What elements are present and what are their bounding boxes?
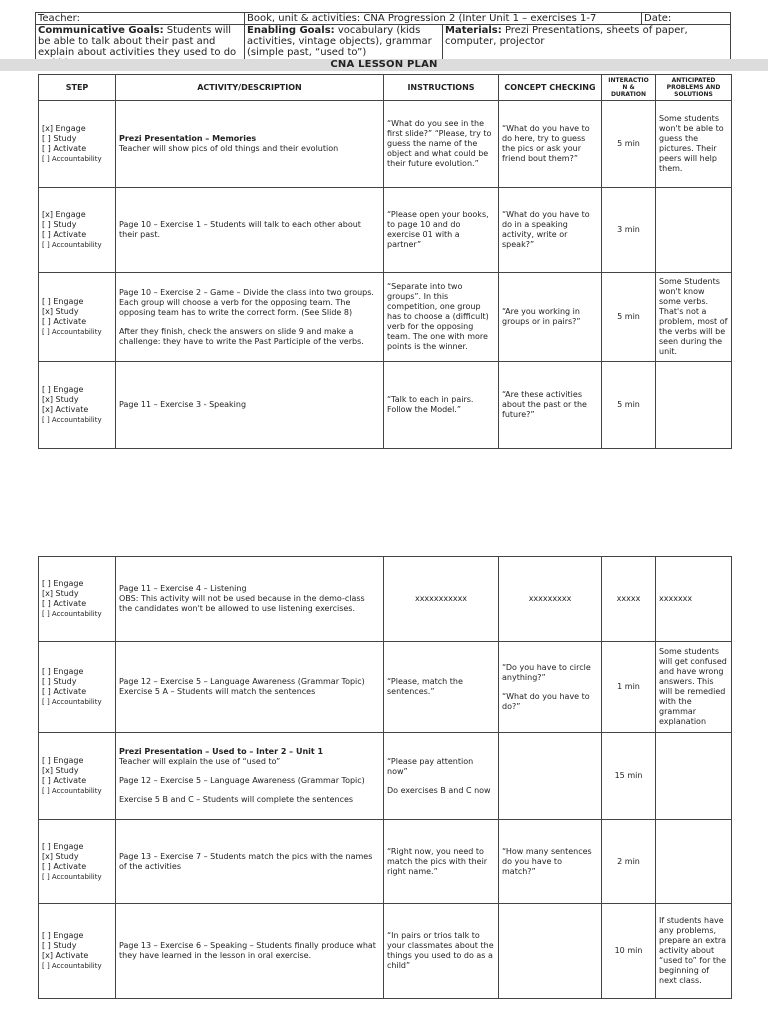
duration-cell: 2 min	[602, 820, 656, 904]
step-option: [ ] Activate	[42, 230, 87, 239]
step-option: [x] Study	[42, 851, 79, 861]
activity-cell	[116, 101, 384, 188]
concept-text: xxxxxxxxx	[528, 594, 572, 603]
concept-cell	[499, 273, 602, 362]
instructions-text: “Please open your books, to page 10 and do exercise 01 with a partner”	[387, 210, 489, 249]
concept-cell	[499, 904, 602, 999]
instructions-text: Do exercises B and C now	[387, 785, 491, 795]
plan-title: CNA LESSON PLAN	[330, 59, 438, 70]
activity-text: Page 12 – Exercise 5 – Language Awareness (Grammar Topic)	[119, 776, 365, 785]
step-option: [x] Activate	[42, 405, 89, 414]
step-option: [ ] Activate	[42, 317, 87, 326]
instructions-text: “Talk to each in pairs. Follow the Model.”	[387, 395, 474, 414]
instructions-text: “What do you see in the first slide?” “Please, try to guess the name of the object and what could be their future evolution.”	[387, 119, 492, 168]
activity-text: Exercise 5 B and C – Students will complete the sentences	[119, 795, 354, 804]
book-label: Book, unit & activities:	[247, 13, 361, 24]
step-accountability: [ ] Accountability	[42, 698, 102, 706]
activity-text: Page 13 – Exercise 6 – Speaking – Students finally produce what they have learned in the lesson in oral exercise.	[119, 941, 376, 960]
step-accountability: [ ] Accountability	[42, 787, 102, 795]
activity-text: Page 11 – Exercise 3 - Speaking	[119, 400, 247, 409]
plan-row	[39, 101, 732, 188]
step-option: [x] Study	[42, 395, 79, 404]
materials-label: Materials:	[445, 25, 502, 36]
step-option: [x] Study	[42, 589, 79, 598]
step-option: [x] Engage	[42, 210, 86, 219]
problems-cell: xxxxxxx	[656, 557, 732, 642]
col-problems: ANTICIPATED PROBLEMS AND SOLUTIONS	[656, 75, 732, 101]
activity-text: Page 12 – Exercise 5 – Language Awareness (Grammar Topic)	[119, 677, 365, 686]
step-cell	[39, 362, 116, 449]
plan-row	[39, 557, 732, 642]
instructions-cell	[384, 642, 499, 733]
instructions-cell	[384, 101, 499, 188]
instructions-text: xxxxxxxxxxx	[414, 594, 468, 603]
activity-text: Page 11 – Exercise 4 – Listening	[119, 584, 247, 593]
enabling-goals-label: Enabling Goals:	[247, 25, 335, 36]
plan-row	[39, 188, 732, 273]
date-label: Date:	[644, 13, 672, 24]
activity-cell	[116, 642, 384, 733]
plan-row	[39, 733, 732, 820]
col-interaction: INTERACTIO N & DURATION	[602, 75, 656, 101]
activity-title: Prezi Presentation – Used to – Inter 2 – Unit 1	[119, 747, 324, 756]
problems-cell: Some students will get confused and have wrong answers. This will be remedied with the grammar explanation	[656, 642, 732, 733]
book-cell	[245, 13, 642, 25]
step-option: [x] Study	[42, 766, 79, 775]
concept-cell	[499, 362, 602, 449]
activity-text: Exercise 5 A – Students will match the sentences	[119, 687, 316, 696]
step-accountability: [ ] Accountability	[42, 416, 102, 424]
step-option: [ ] Engage	[42, 756, 84, 765]
step-cell	[39, 188, 116, 273]
activity-cell	[116, 188, 384, 273]
activity-text: After they finish, check the answers on slide 9 and make a challenge: they have to write the Past Participle of the verbs.	[119, 326, 364, 346]
instructions-text: “Separate into two groups”. In this competition, one group has to choose a (difficult) verb for the opposing team. The one with more points is the winner.	[387, 282, 489, 351]
step-option: [ ] Activate	[42, 776, 87, 785]
concept-cell	[499, 820, 602, 904]
activity-cell	[116, 820, 384, 904]
step-cell	[39, 101, 116, 188]
step-option: [ ] Engage	[42, 667, 84, 676]
activity-text: Page 13 – Exercise 7 – Students match the pics with the names of the activities	[119, 851, 373, 871]
concept-text: “How many sentences do you have to match?”	[502, 846, 592, 876]
step-option: [ ] Engage	[42, 841, 84, 851]
instructions-text: “In pairs or trios talk to your classmates about the things you used to do as a child”	[387, 931, 494, 970]
step-accountability: [ ] Accountability	[42, 241, 102, 249]
duration-cell: xxxxx	[602, 557, 656, 642]
concept-cell	[499, 642, 602, 733]
activity-cell	[116, 557, 384, 642]
plan-row	[39, 273, 732, 362]
step-option: [ ] Activate	[42, 687, 87, 696]
duration-cell: 10 min	[602, 904, 656, 999]
concept-text: “What do you have to do in a speaking activity, write or speak?”	[502, 210, 590, 249]
duration-cell: 5 min	[602, 273, 656, 362]
step-option: [ ] Activate	[42, 861, 87, 871]
col-activity: ACTIVITY/DESCRIPTION	[116, 75, 384, 101]
concept-cell	[499, 557, 602, 642]
activity-cell	[116, 362, 384, 449]
activity-text: Teacher will explain the use of “used to”	[119, 757, 281, 766]
instructions-cell	[384, 188, 499, 273]
step-accountability: [ ] Accountability	[42, 328, 102, 336]
step-option: [ ] Engage	[42, 385, 84, 394]
plan-row	[39, 904, 732, 999]
plan-row	[39, 820, 732, 904]
concept-text: “Are you working in groups or in pairs?”	[502, 307, 581, 326]
concept-cell	[499, 188, 602, 273]
activity-text: Page 10 – Exercise 2 – Game – Divide the class into two groups. Each group will choose a verb for the opposing team. The opposing team has to write the correct form. (See Slide 8)	[119, 287, 374, 317]
instructions-cell	[384, 904, 499, 999]
concept-cell	[499, 101, 602, 188]
activity-cell	[116, 904, 384, 999]
communicative-goals-value: Students will be able to talk about their past and explain about activities they used to do	[38, 25, 237, 58]
step-accountability: [ ] Accountability	[42, 872, 102, 881]
instructions-cell	[384, 273, 499, 362]
step-option: [ ] Engage	[42, 931, 84, 940]
step-cell	[39, 557, 116, 642]
step-cell	[39, 733, 116, 820]
step-cell	[39, 642, 116, 733]
step-cell	[39, 820, 116, 904]
instructions-cell	[384, 557, 499, 642]
instructions-cell	[384, 733, 499, 820]
instructions-text: “Please, match the sentences.”	[387, 677, 463, 696]
step-option: [ ] Activate	[42, 144, 87, 153]
communicative-goals-label: Communicative Goals:	[38, 25, 164, 36]
instructions-cell	[384, 362, 499, 449]
activity-text: Page 10 – Exercise 1 – Students will talk to each other about their past.	[119, 220, 361, 239]
activity-cell	[116, 733, 384, 820]
step-cell	[39, 904, 116, 999]
col-concept: CONCEPT CHECKING	[499, 75, 602, 101]
step-option: [ ] Study	[42, 220, 77, 229]
plan-row	[39, 362, 732, 449]
concept-text: “Are these activities about the past or the future?”	[502, 390, 587, 419]
activity-title: Prezi Presentation – Memories	[119, 134, 257, 143]
problems-cell	[656, 733, 732, 820]
step-option: [ ] Study	[42, 134, 77, 143]
activity-cell	[116, 273, 384, 362]
col-instructions: INSTRUCTIONS	[384, 75, 499, 101]
problems-cell	[656, 188, 732, 273]
duration-cell: 1 min	[602, 642, 656, 733]
step-option: [ ] Activate	[42, 599, 87, 608]
date-cell	[642, 13, 731, 25]
col-step: STEP	[39, 75, 116, 101]
lesson-plan-table-2	[38, 556, 732, 999]
step-option: [ ] Study	[42, 677, 77, 686]
concept-text: “Do you have to circle anything?”	[502, 662, 591, 682]
step-accountability: [ ] Accountability	[42, 962, 102, 970]
concept-text: “What do you have to do?”	[502, 691, 590, 711]
problems-cell: Some Students won't know some verbs. That's not a problem, most of the verbs will be seen during the unit.	[656, 273, 732, 362]
materials-value: Prezi Presentations, sheets of paper, computer, projector	[445, 25, 688, 47]
instructions-text: “Please pay attention now”	[387, 756, 474, 776]
step-cell	[39, 273, 116, 362]
problems-cell: If students have any problems, prepare an extra activity about “used to” for the beginning of next class.	[656, 904, 732, 999]
step-option: [x] Engage	[42, 124, 86, 133]
teacher-label: Teacher:	[38, 13, 80, 24]
book-value: CNA Progression 2 (Inter Unit 1 – exercises 1-7	[363, 13, 597, 24]
duration-cell: 5 min	[602, 362, 656, 449]
column-header-row	[39, 75, 732, 101]
plan-title-band	[0, 59, 768, 71]
concept-cell	[499, 733, 602, 820]
teacher-cell	[36, 13, 245, 25]
step-accountability: [ ] Accountability	[42, 155, 102, 163]
step-option: [x] Study	[42, 307, 79, 316]
lesson-plan-table-1	[38, 74, 732, 449]
plan-row	[39, 642, 732, 733]
problems-cell	[656, 362, 732, 449]
duration-cell: 3 min	[602, 188, 656, 273]
instructions-text: “Right now, you need to match the pics with their right name.”	[387, 846, 488, 876]
step-option: [ ] Study	[42, 941, 77, 950]
duration-cell: 15 min	[602, 733, 656, 820]
activity-text: Teacher will show pics of old things and their evolution	[119, 144, 339, 153]
problems-cell: Some students won't be able to guess the pictures. Their peers will help them.	[656, 101, 732, 188]
concept-text: “What do you have to do here, try to guess the pics or ask your friend bout them?”	[502, 124, 590, 163]
duration-cell: 5 min	[602, 101, 656, 188]
problems-cell	[656, 820, 732, 904]
instructions-cell	[384, 820, 499, 904]
step-option: [ ] Engage	[42, 579, 84, 588]
step-option: [ ] Engage	[42, 297, 84, 306]
step-option: [x] Activate	[42, 951, 89, 960]
step-accountability: [ ] Accountability	[42, 610, 102, 618]
activity-text: OBS: This activity will not be used because in the demo-class the candidates won't be allowed to use listening exercises.	[119, 594, 365, 613]
enabling-goals-value: vocabulary (kids activities, vintage objects), grammar (simple past, “used to”)	[247, 25, 432, 58]
